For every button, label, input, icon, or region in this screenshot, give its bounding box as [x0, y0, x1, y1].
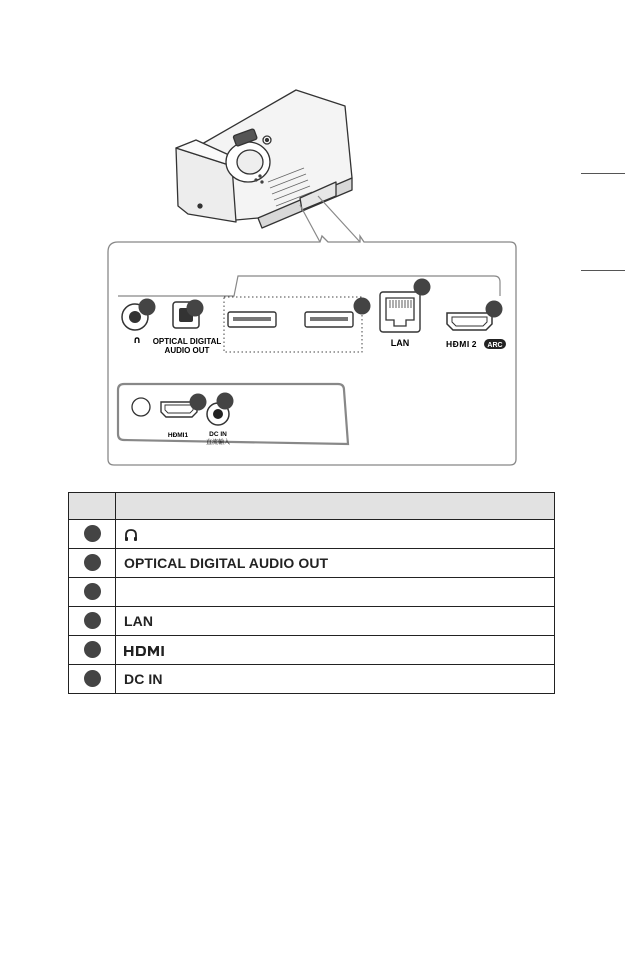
callout-dot-1	[139, 299, 156, 316]
table-row	[69, 665, 555, 694]
table-row	[69, 636, 555, 665]
row-marker-dot	[84, 554, 101, 571]
projector-illustration	[176, 90, 352, 228]
table-row	[69, 607, 555, 636]
arc-badge-label: ARC	[487, 342, 503, 349]
optical-label-line2: AUDIO OUT	[164, 346, 210, 355]
row-text: LAN	[124, 613, 154, 629]
hdmi2-label: HĐMI 2	[446, 339, 477, 349]
callout-dot-4	[414, 279, 431, 296]
table-row	[69, 549, 555, 578]
row-description	[116, 520, 555, 549]
row-text: OPTICAL DIGITAL AUDIO OUT	[124, 555, 329, 571]
ports-table	[68, 492, 555, 694]
row-description	[116, 636, 555, 665]
row-marker-cell	[69, 636, 116, 665]
row-marker-dot	[84, 525, 101, 542]
dcin-label-line2: 直流輸入	[205, 439, 231, 446]
lan-port	[380, 292, 420, 332]
callout-dot-6	[190, 394, 207, 411]
row-marker-cell	[69, 578, 116, 607]
projector-ports-diagram	[0, 0, 625, 480]
optical-label-line1: OPTICAL DIGITAL	[152, 337, 222, 346]
table-header-description	[116, 493, 555, 520]
hdmi-logo-icon	[124, 646, 168, 656]
table-header-row	[69, 493, 555, 520]
row-marker-cell	[69, 607, 116, 636]
row-marker-dot	[84, 641, 101, 658]
callout-dot-7	[217, 393, 234, 410]
hdmi1-label: HĐMI1	[167, 432, 189, 439]
row-description	[116, 549, 555, 578]
lower-bay-button	[132, 398, 150, 416]
callout-dot-3	[354, 298, 371, 315]
callout-dot-5	[486, 301, 503, 318]
row-marker-dot	[84, 612, 101, 629]
row-description	[116, 665, 555, 694]
headphone-port-label: ∩	[132, 335, 142, 346]
headphone-icon	[124, 528, 138, 542]
lan-port-label: LAN	[390, 338, 410, 348]
hdmi2-port	[447, 313, 492, 330]
dcin-label-line1: DC IN	[209, 431, 227, 438]
row-description	[116, 578, 555, 607]
row-text: DC IN	[124, 671, 163, 687]
row-description	[116, 607, 555, 636]
callout-dot-2	[187, 300, 204, 317]
row-marker-dot	[84, 670, 101, 687]
row-marker-cell	[69, 549, 116, 578]
row-marker-dot	[84, 583, 101, 600]
table-header-number	[69, 493, 116, 520]
row-marker-cell	[69, 665, 116, 694]
lower-port-bay	[118, 384, 348, 444]
callout-line-left	[300, 205, 320, 242]
row-marker-cell	[69, 520, 116, 549]
table-row	[69, 520, 555, 549]
callout-line-right	[318, 196, 360, 242]
table-row	[69, 578, 555, 607]
